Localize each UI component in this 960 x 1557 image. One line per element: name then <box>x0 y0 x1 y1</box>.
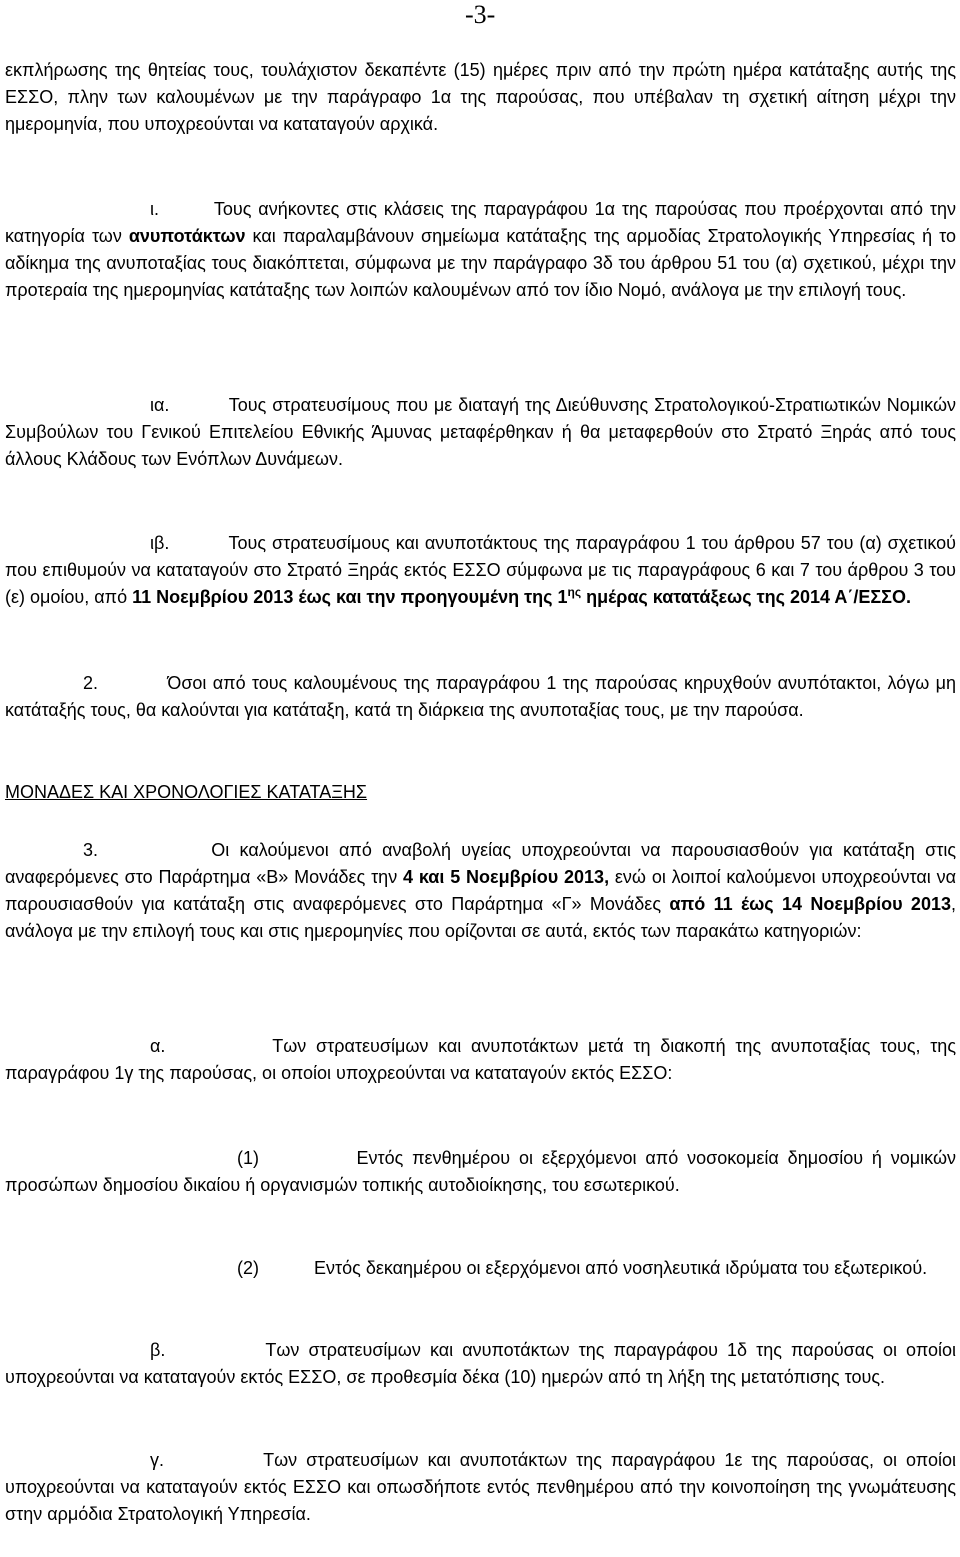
paragraph-label: ιβ. <box>150 533 170 553</box>
paragraph-label: α. <box>150 1036 166 1056</box>
paragraph-3a-1: (1) Εντός πενθημέρου οι εξερχόμενοι από νοσοκομεία δημοσίου ή νομικών προσώπων δημοσίου δικαίου ή οργανισμών τοπικής αυτοδιοίκησης, του εσωτερικού. <box>5 1148 956 1195</box>
section-heading: ΜΟΝΑΔΕΣ ΚΑΙ ΧΡΟΝΟΛΟΓΙΕΣ ΚΑΤΑΤΑΞΗΣ <box>5 782 368 802</box>
paragraph-3a-2: (2) Εντός δεκαημέρου οι εξερχόμενοι από νοσηλευτικά ιδρύματα του εξωτερικού. <box>237 1258 928 1278</box>
paragraph-label: 3. <box>83 840 99 860</box>
paragraph-continuation: εκπλήρωσης της θητείας τους, τουλάχιστον δεκαπέντε (15) ημέρες πριν από την πρώτη ημέρα κατάταξης αυτής της ΕΣΣΟ, πλην των καλουμένων με την παράγραφο 1α της παρούσας, που υπέβαλαν τη σχετική αίτηση μέχρι την ημερομηνία, που υποχρεούνται να καταταγούν αρχικά. <box>5 60 956 134</box>
paragraph-3c: γ. Των στρατευσίμων και ανυποτάκτων της παραγράφου 1ε της παρούσας, οι οποίοι υποχρεούνται να καταταγούν εκτός ΕΣΣΟ και οπωσδήποτε εντός πενθημέρου από την κοινοποίηση της γνωμάτευσης στην αρμόδια Στρατολογική Υπηρεσία. <box>5 1450 956 1524</box>
paragraph-3b: β. Των στρατευσίμων και ανυποτάκτων της παραγράφου 1δ της παρούσας οι οποίοι υποχρεούνται να καταταγούν εκτός ΕΣΣΟ, σε προθεσμία δέκα (10) ημερών από τη λήξη της μετατόπισης τους. <box>5 1340 956 1387</box>
paragraph-label: (1) <box>237 1148 259 1168</box>
paragraph-2: 2. Όσοι από τους καλουμένους της παραγράφου 1 της παρούσας κηρυχθούν ανυπότακτοι, λόγω μη κατάταξής τους, θα καλούνται για κατάταξη, κατά τη διάρκεια της ανυποταξίας τους, με την παρούσα. <box>5 673 956 720</box>
paragraph-label: ι. <box>150 199 159 219</box>
paragraph-label: ια. <box>150 395 170 415</box>
paragraph-label: β. <box>150 1340 166 1360</box>
paragraph-ib: ιβ. Τους στρατευσίμους και ανυποτάκτους της παραγράφου 1 του άρθρου 57 του (α) σχετικού που επιθυμούν να καταταγούν στο Στρατό Ξηράς εκτός ΕΣΣΟ σύμφωνα με τις παραγράφους 6 και 7 του άρθρου 3 του (ε) ομοίου, από 11 Νοεμβρίου 2013 έως και την προηγουμένη της $1^{\eta\varsigma}$ ημέρας κατατάξεως της 2014 Α΄/ΕΣΣΟ. <box>5 533 956 607</box>
paragraph-label: 2. <box>83 673 99 693</box>
paragraph-3: 3. Οι καλούμενοι από αναβολή υγείας υποχρεούνται να παρουσιασθούν για κατάταξη στις αναφερόμενες στο Παράρτημα «Β» Μονάδες την 4 και 5 Νοεμβρίου 2013, ενώ οι λοιποί καλούμενοι υποχρεούνται να παρουσιασθούν για κατάταξη στις αναφερόμενες στο Παράρτημα «Γ» Μονάδες από 11 έως 14 Νοεμβρίου 2013, ανάλογα με την επιλογή τους και στις ημερομηνίες που ορίζονται σε αυτά, εκτός των παρακάτω κατηγοριών: <box>5 840 956 941</box>
paragraph-label: γ. <box>150 1450 165 1470</box>
paragraph-ia: ια. Τους στρατευσίμους που με διαταγή της Διεύθυνσης Στρατολογικού-Στρατιωτικών Νομικών Συμβούλων του Γενικού Επιτελείου Εθνικής Άμυνας μεταφέρθηκαν ή θα μεταφερθούν στο Στρατό Ξηράς από τους άλλους Κλάδους των Ενόπλων Δυνάμεων. <box>5 395 957 469</box>
paragraph-3a: α. Των στρατευσίμων και ανυποτάκτων μετά τη διακοπή της ανυποταξίας τους, της παραγράφου 1γ της παρούσας, οι οποίοι υποχρεούνται να καταταγούν εκτός ΕΣΣΟ: <box>5 1036 956 1083</box>
paragraph-label: (2) <box>237 1258 259 1278</box>
paragraph-i: ι. Τους ανήκοντες στις κλάσεις της παραγράφου 1α της παρούσας που προέρχονται από την κατηγορία των ανυποτάκτων και παραλαμβάνουν σημείωμα κατάταξης της αρμοδίας Στρατολογικής Υπηρεσίας ή το αδίκημα της ανυποταξίας τους διακόπτεται, σύμφωνα με την παράγραφο 3δ του άρθρου 51 του (α) σχετικού, μέχρι την προτεραία της ημερομηνίας κατάταξης των λοιπών καλουμένων από τον ίδιο Νομό, ανάλογα με την επιλογή τους. <box>5 199 957 300</box>
page-number: -3- <box>465 0 496 29</box>
